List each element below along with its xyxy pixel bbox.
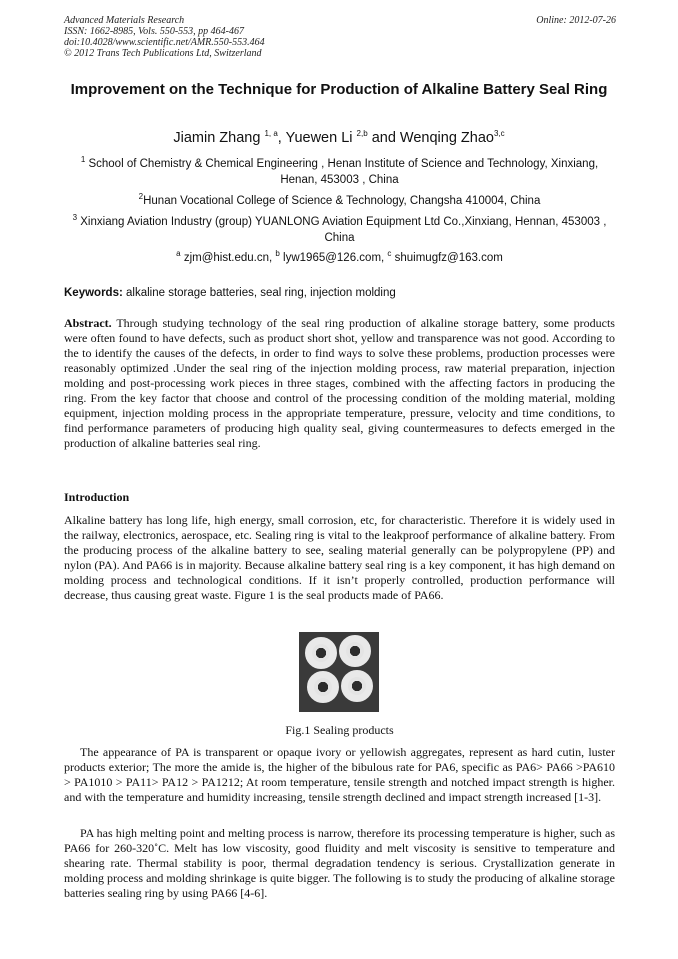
affiliation-1 [64,156,615,188]
seal-ring-image [341,670,373,702]
author-and: and [371,130,396,146]
journal-doi[interactable]: doi:10.4028/www.scientific.net/AMR.550-553.464 [64,37,265,48]
affiliation-2 [64,193,615,209]
intro-paragraph-1: Alkaline battery has long life, high energy, small corrosion, etc, for characteristic. Therefore it is widely used in the railway, electronics, aerospace, etc. Sealing ring is vital to the leakproof performance of alkaline battery. From the producing process of the alkaline battery to see, sealing material generally can be polypropylene (PP) and nylon (PA). And PA66 is in majority. Because alkaline battery seal ring is a key component, it has high demand on molding process and technological conditions. If it isn’t properly controlled, production performance will decrease, thus causing great waste. Figure 1 is the seal products made of PA66. [64,513,615,602]
abstract-label: Abstract. [64,316,112,330]
email-line [64,250,615,266]
affiliation-2-text: Hunan Vocational College of Science & Technology, Changsha 410004, China [143,195,541,207]
affiliation-3 [64,214,615,246]
email-b-sup: b [275,249,280,259]
seal-ring-image [305,637,337,669]
paper-title: Improvement on the Technique for Production of Alkaline Battery Seal Ring [70,81,608,98]
author-1-sup: 1, a [264,129,278,139]
author-3-sup: 3,c [493,129,505,139]
intro-paragraph-3: PA has high melting point and melting process is narrow, therefore its processing temperature is higher, such as PA66 for 260-320˚C. Melt has low viscosity, good fluidity and melt viscosity is sensitive to temperature and shearing rate. Thermal stability is poor, thermal degradation tendency is serious. Crystallization generate in molding process and molding shrinkage is quite bigger. The following is to study the producing of alkaline storage batteries sealing ring by using PA66 [4-6]. [64,826,615,900]
introduction-heading: Introduction [64,490,130,504]
author-line: Jiamin Zhang $^{1, a}$, Yuewen Li $^{2,b}$ and Wenqing Zhao$^{3,c}$ [173,129,505,146]
journal-header [64,15,265,59]
sealing-products-figure [299,632,379,712]
email-a-sup: a [176,249,181,259]
affiliation-1-sup: 1 [80,155,86,165]
affiliation-3-sup: 3 [72,213,78,223]
intro-paragraph-2: The appearance of PA is transparent or opaque ivory or yellowish aggregates, represent as hard cutin, luster products exterior; The more the amide is, the higher of the bibulous rate for PA6, specific as PA6> PA66 >PA610 > PA1010 > PA11> PA12 > PA1212; At room temperature, tensile strength and notched impact strength is higher. and with the temperature and humidity increasing, tensile strength declined and impact strength increased [1-3]. [64,745,615,804]
journal-copyright: © 2012 Trans Tech Publications Ltd, Switzerland [64,48,262,59]
online-date: Online: 2012-07-26 [536,15,616,26]
figure-caption: Fig.1 Sealing products [285,723,394,737]
seal-ring-image [307,671,339,703]
author-2-sup: 2,b [356,129,368,139]
journal-issn: ISSN: 1662-8985, Vols. 550-553, pp 464-467 [64,26,244,37]
email-c[interactable]: shuimugfz@163.com [394,252,503,264]
keywords [64,287,396,299]
author-2: Yuewen Li [285,130,353,146]
affiliation-1-text: School of Chemistry & Chemical Engineering , Henan Institute of Science and Technology, Xinxiang, Henan, 453003 , China [88,158,599,186]
keywords-label: Keywords: [64,287,123,299]
journal-name: Advanced Materials Research [64,15,185,26]
abstract [64,316,615,451]
seal-ring-image [339,635,371,667]
author-1: Jiamin Zhang [173,130,261,146]
email-b[interactable]: lyw1965@126.com, [283,252,385,264]
email-c-sup: c [387,249,392,259]
author-3: Wenqing Zhao [399,130,494,146]
email-a[interactable]: zjm@hist.edu.cn, [183,252,273,264]
affiliation-2-sup: 2 [138,192,144,202]
keywords-text: alkaline storage batteries, seal ring, injection molding [126,287,396,299]
affiliation-3-text: Xinxiang Aviation Industry (group) YUANLONG Aviation Equipment Ltd Co.,Xinxiang, Hennan, 453003 , China [80,216,607,244]
abstract-text: Through studying technology of the seal ring production of alkaline storage battery, some products were often found to have defects, such as product short shot, yellow and transparence was not good. According to the to identify the causes of the defects, in order to find ways to solve these problems, production processes were reasonably optimized .Under the seal ring of the injection molding process, raw material preparation, injection molding and post-processing work pieces in three stages, combined with the affecting factors in producing the ring. From the key factor that choose and control of the processing condition of the molding material, molding equipment, injection molding process in the appropriate temperature, pressure, velocity and time conditions, to find performance parameters of producing high quality seal, giving countermeasures to defects emerged in the production of alkaline batteries seal ring. [64,316,615,450]
